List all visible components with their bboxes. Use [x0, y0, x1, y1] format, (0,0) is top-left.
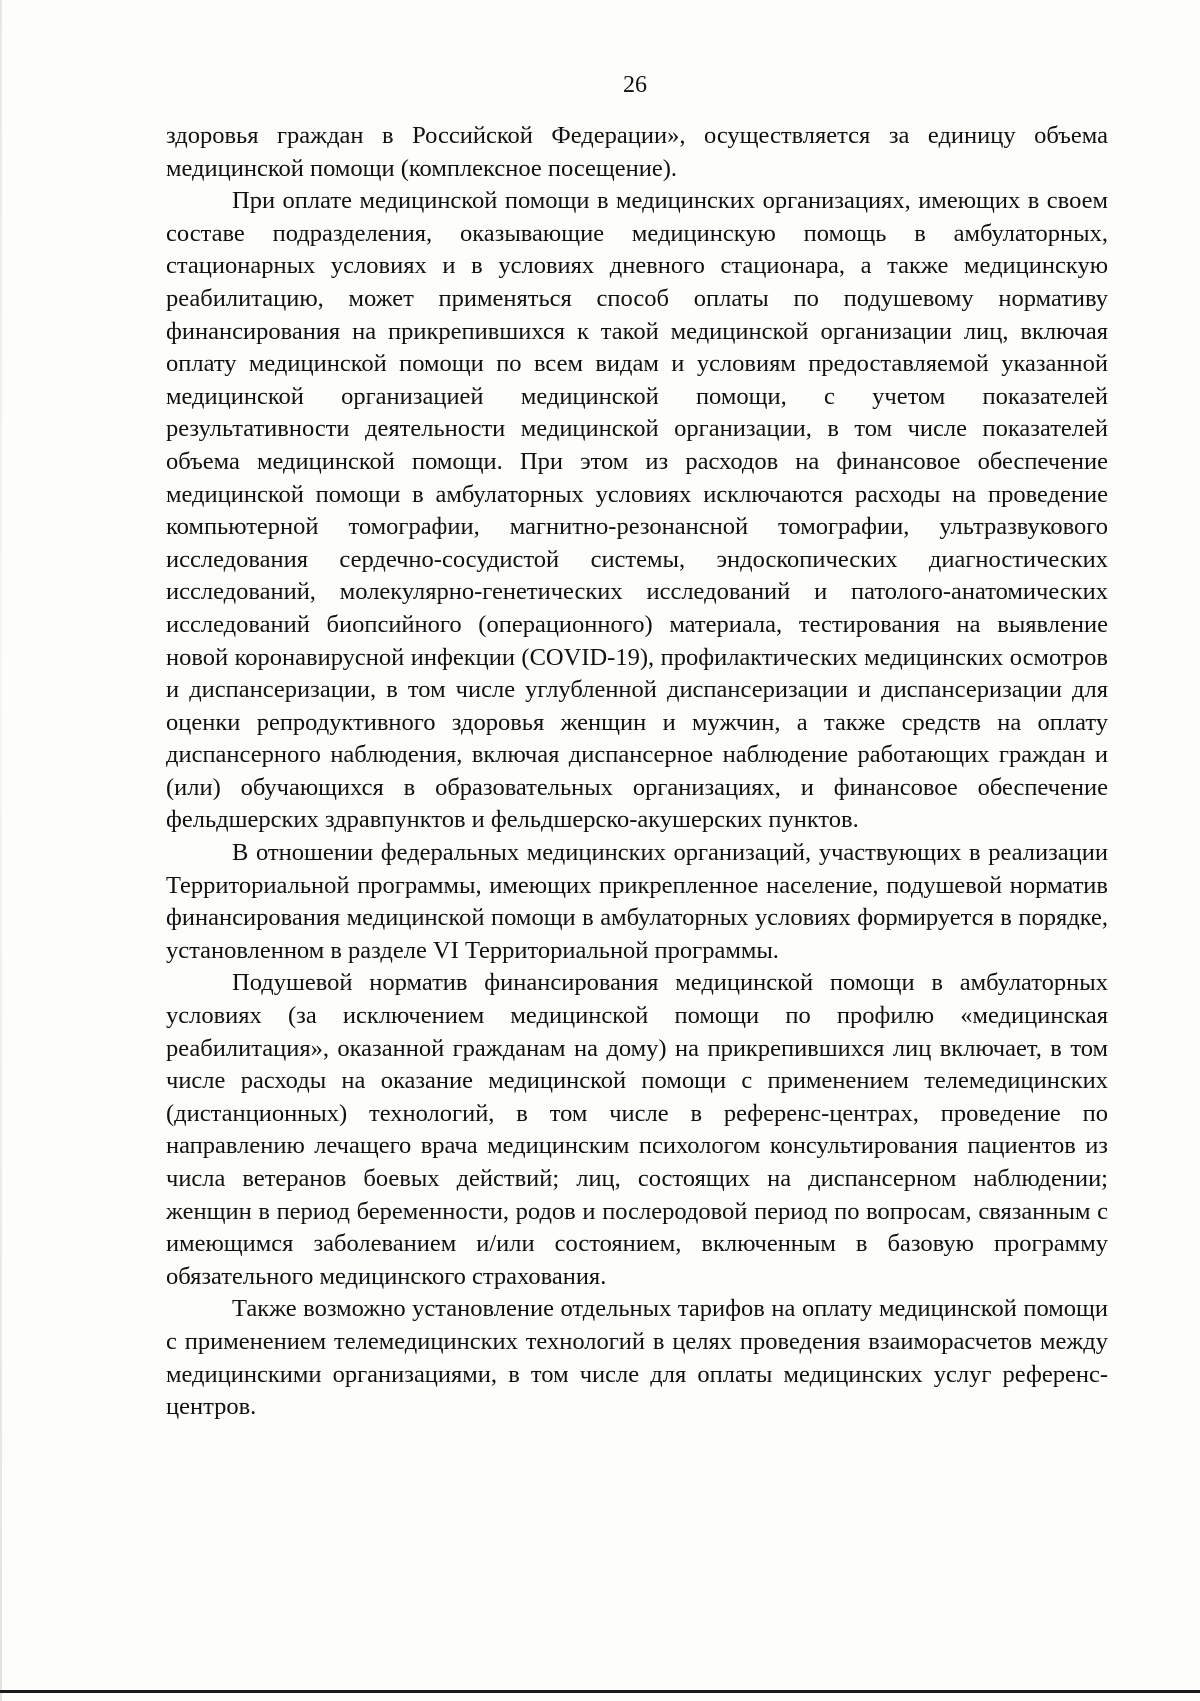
paragraph-3: В отношении федеральных медицинских организаций, участвующих в реализации Территориальной программы, имеющих прикрепленное население, подушевой норматив финансирования медицинской помощи в амбулаторных условиях формируется в порядке, установленном в разделе VI Территориальной программы.	[166, 839, 1108, 964]
scan-edge-bottom	[0, 1690, 1200, 1693]
scan-edge-left	[0, 0, 2, 1701]
page-number: 26	[623, 72, 647, 98]
paragraph-4: Подушевой норматив финансирования медицинской помощи в амбулаторных условиях (за исключением медицинской помощи по профилю «медицинская реабилитация», оказанной гражданам на дому) на прикрепившихся лиц включает, в том числе расходы на оказание медицинской помощи с применением телемедицинских (дистанционных) технологий, в том числе в референс-центрах, проведение по направлению лечащего врача медицинским психологом консультирования пациентов из числа ветеранов боевых действий; лиц, состоящих на диспансерном наблюдении; женщин в период беременности, родов и послеродовой период по вопросам, связанным с имеющимся заболеванием и/или состоянием, включенным в базовую программу обязательного медицинского страхования.	[166, 969, 1108, 1290]
document-body	[166, 120, 1108, 1424]
paragraph-5: Также возможно установление отдельных тарифов на оплату медицинской помощи с применением телемедицинских технологий в целях проведения взаиморасчетов между медицинскими организациями, в том числе для оплаты медицинских услуг референс-центров.	[166, 1295, 1108, 1421]
paragraph-1: здоровья граждан в Российской Федерации», осуществляется за единицу объема медицинской помощи (комплексное посещение).	[166, 122, 1108, 182]
paragraph-2: При оплате медицинской помощи в медицинских организациях, имеющих в своем составе подразделения, оказывающие медицинскую помощь в амбулаторных, стационарных условиях и в условиях дневного стационара, а также медицинскую реабилитацию, может применяться способ оплаты по подушевому нормативу финансирования на прикрепившихся к такой медицинской организации лиц, включая оплату медицинской помощи по всем видам и условиям предоставляемой указанной медицинской организацией медицинской помощи, с учетом показателей результативности деятельности медицинской организации, в том числе показателей объема медицинской помощи. При этом из расходов на финансовое обеспечение медицинской помощи в амбулаторных условиях исключаются расходы на проведение компьютерной томографии, магнитно-резонансной томографии, ультразвукового исследования сердечно-сосудистой системы, эндоскопических диагностических исследований, молекулярно-генетических исследований и патолого-анатомических исследований биопсийного (операционного) материала, тестирования на выявление новой коронавирусной инфекции (COVID-19), профилактических медицинских осмотров и диспансеризации, в том числе углубленной диспансеризации и диспансеризации для оценки репродуктивного здоровья женщин и мужчин, а также средств на оплату диспансерного наблюдения, включая диспансерное наблюдение работающих граждан и (или) обучающихся в образовательных организациях, и финансовое обеспечение фельдшерских здравпунктов и фельдшерско-акушерских пунктов.	[166, 187, 1108, 834]
